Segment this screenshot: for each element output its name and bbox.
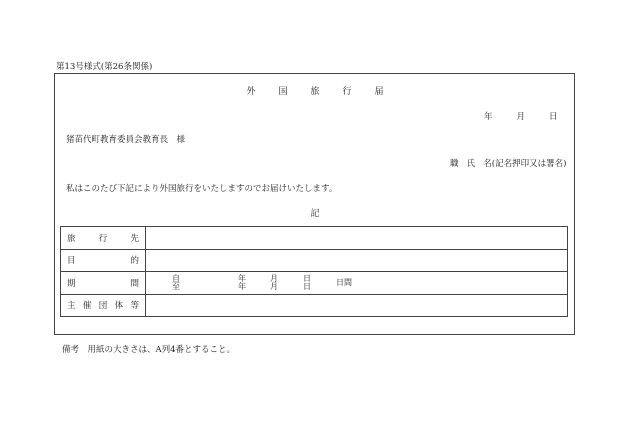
period-from: 自: [172, 274, 180, 283]
period-to-year: 年: [238, 282, 246, 291]
label-purpose: [61, 249, 146, 272]
label-char: 体: [114, 301, 124, 312]
label-period: [61, 272, 146, 295]
period-to: 至: [172, 282, 180, 291]
date-line: [484, 110, 558, 122]
label-char: 行: [98, 233, 108, 244]
table-row: [61, 272, 568, 295]
title-char: 外: [246, 87, 256, 97]
date-year: 年: [484, 112, 493, 122]
period-from-day: 日: [303, 274, 311, 283]
purpose-field[interactable]: [146, 249, 568, 272]
period-field[interactable]: [146, 272, 568, 295]
details-table: [60, 226, 568, 317]
label-char: 期: [67, 278, 76, 289]
period-to-month: 月: [270, 282, 278, 291]
label-char: 主: [67, 301, 76, 312]
period-duration: 日間: [336, 278, 352, 287]
organizer-field[interactable]: [146, 294, 568, 317]
period-to-day: 日: [303, 282, 311, 291]
label-char: 旅: [67, 233, 76, 244]
label-organizer: [61, 294, 146, 317]
date-day: 日: [549, 112, 558, 122]
date-month: 月: [516, 112, 526, 122]
intro-text: 私はこのたび下記により外国旅行をいたしますのでお届けいたします。: [66, 184, 338, 194]
label-char: 先: [130, 233, 139, 244]
period-from-month: 月: [270, 274, 278, 283]
label-char: 団: [98, 301, 108, 312]
period-from-year: 年: [238, 274, 246, 283]
sig-char: 職: [450, 159, 459, 169]
table-row: [61, 227, 568, 250]
title-char: 行: [342, 87, 352, 97]
form-number: 第13号様式(第26条関係): [56, 62, 153, 72]
label-char: 等: [130, 301, 139, 312]
label-char: 目: [67, 256, 76, 267]
note: 備考 用紙の大きさは、A列4番とすること。: [62, 345, 236, 355]
label-char: 的: [130, 256, 139, 267]
sig-char: 名: [483, 159, 492, 169]
title-char: 国: [278, 87, 288, 97]
signature-note: (記名押印又は署名): [491, 159, 567, 169]
destination-field[interactable]: [146, 227, 568, 250]
label-char: 催: [82, 301, 92, 312]
sig-char: 氏: [466, 159, 476, 169]
table-row: [61, 249, 568, 272]
addressee: 猪苗代町教育委員会教育長 様: [66, 135, 186, 145]
label-char: 間: [130, 278, 139, 289]
title-char: 届: [374, 87, 384, 97]
title-char: 旅: [310, 87, 320, 97]
signature-line: [450, 157, 566, 169]
form-title: [0, 84, 630, 97]
ki-heading: 記: [310, 209, 320, 219]
label-destination: [61, 227, 146, 250]
table-row: [61, 294, 568, 317]
